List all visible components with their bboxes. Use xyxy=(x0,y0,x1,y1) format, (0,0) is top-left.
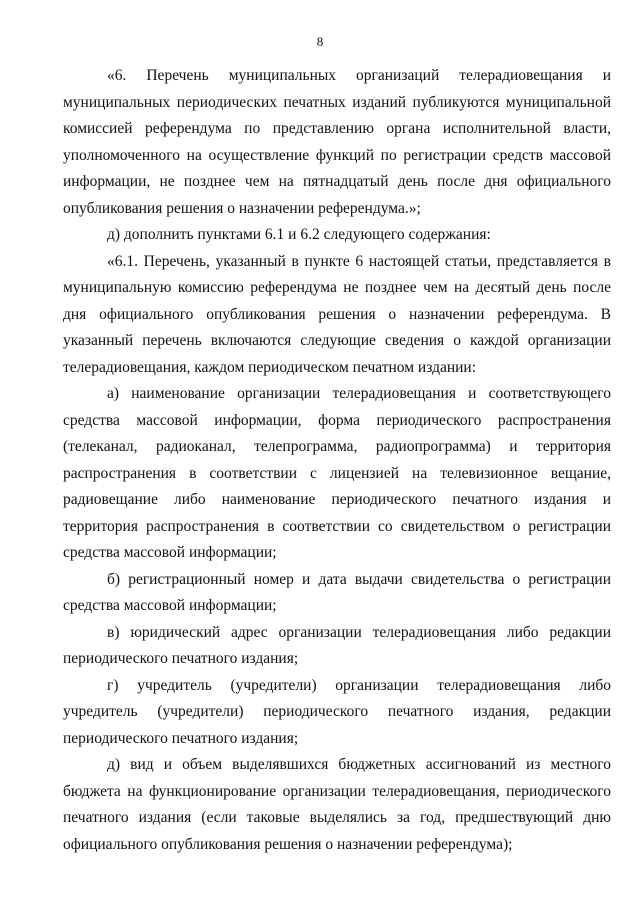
list-item-a: а) наименование организации телерадиовещания и соответствующего средства массовой информации, форма периодического распространения (телеканал, радиоканал, телепрограмма, радиопрограмма) и территория распространения в соответствии с лицензией на телевизионное вещание, радиовещание либо наименование периодического печатного издания и территория распространения в соответствии со свидетельством о регистрации средства массовой информации; xyxy=(63,385,611,561)
document-body xyxy=(63,63,611,858)
list-item-g: г) учредитель (учредители) организации телерадиовещания либо учредитель (учредители) периодического печатного издания, редакции периодического печатного издания; xyxy=(63,676,611,747)
list-item-v: в) юридический адрес организации телерадиовещания либо редакции периодического печатного издания; xyxy=(63,623,611,667)
list-item-d: д) вид и объем выделявшихся бюджетных ассигнований из местного бюджета на функционирование организации телерадиовещания, периодического печатного издания (если таковые выделялись за год, предшествующий дню официального опубликования решения о назначении референдума); xyxy=(63,756,611,853)
list-item-b: б) регистрационный номер и дата выдачи свидетельства о регистрации средства массовой информации; xyxy=(63,570,611,614)
paragraph-item-6-1: «6.1. Перечень, указанный в пункте 6 настоящей статьи, представляется в муниципальную комиссию референдума не позднее чем на десятый день после дня официального опубликования решения о назначении референдума. В указанный перечень включаются следующие сведения о каждой организации телерадиовещания, каждом периодическом печатном издании: xyxy=(63,252,611,376)
paragraph-item-6: «6. Перечень муниципальных организаций телерадиовещания и муниципальных периодических печатных изданий публикуются муниципальной комиссией референдума по представлению органа исполнительной власти, уполномоченного на осуществление функций по регистрации средств массовой информации, не позднее чем на пятнадцатый день после дня официального опубликования решения о назначении референдума.»; xyxy=(63,67,611,217)
page-number: 8 xyxy=(316,34,324,49)
paragraph-amendment-d: д) дополнить пунктами 6.1 и 6.2 следующего содержания: xyxy=(107,226,491,243)
